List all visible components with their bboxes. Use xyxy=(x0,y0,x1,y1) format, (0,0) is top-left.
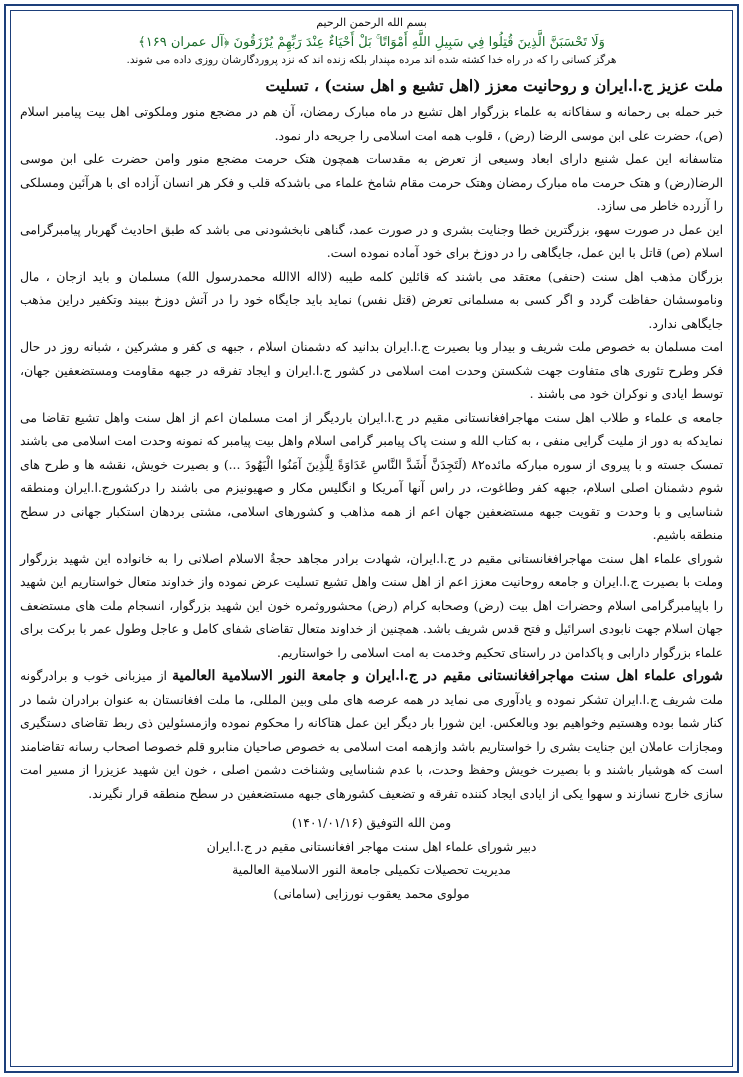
paragraph-3: این عمل در صورت سهو، بزرگترین خطا وجنایت بشری و در صورت عمد، گناهی نابخشودنی می باشد که طبق احادیث گهربار پیامبرگرامی اسلام (ص) قاتل با این عمل، جایگاهی را در دوزخ برای خود آماده نموده است. xyxy=(20,222,723,260)
council-name-bold: شورای علماء اهل سنت مهاجرافغانستانی مقیم در ج.ا.ایران و جامعة النور الاسلامیة العالمیة xyxy=(172,668,723,684)
document-title: ملت عزیز ج.ا.ایران و روحانیت معزز (اهل تشیع و اهل سنت) ، تسلیت xyxy=(265,76,723,95)
closing-tawfiq: ومن الله التوفیق (۱۴۰۱/۰۱/۱۶) xyxy=(291,816,452,830)
verse-text: وَلَا تَحْسَبَنَّ الَّذِينَ قُتِلُوا فِي سَبِيلِ اللَّهِ أَمْوَاتًا ۚ بَلْ أَحْيَاءٌ عِنْدَ رَبِّهِمْ يُرْزَقُونَ xyxy=(233,35,605,50)
closing-block xyxy=(20,812,723,906)
paragraph-2: متاسفانه این عمل شنیع دارای ابعاد وسیعی از تعرض به مقدسات همچون هتک حرمت مضجع منور وامن حضرت علی ابن موسی الرضا(رض) و هتک حرمت ماه مبارک رمضان وهتک حرمت مقام شامخ علماء می باشدکه قلب و فکر هر انسان آزاده ای با هرآئین ومسلکی را آزرده خاطر می سازد. xyxy=(20,152,723,213)
document-content xyxy=(20,14,723,1063)
paragraph-1: خبر حمله بی رحمانه و سفاکانه به علماء بزرگوار اهل تشیع در ماه مبارک رمضان، آن هم در مضجع منور وملکوتی اهل بیت پیامبر اسلام (ص)، حضرت علی ابن موسی الرضا (رض) ، قلوب همه امت اسلامی را جریحه دار نمود. xyxy=(20,105,723,143)
bismillah: بسم الله الرحمن الرحیم xyxy=(316,16,427,29)
closing-signatory-title: دبیر شورای علماء اهل سنت مهاجر افغانستانی مقیم در ج.ا.ایران xyxy=(206,839,537,854)
paragraph-7: شورای علماء اهل سنت مهاجرافغانستانی مقیم در ج.ا.ایران، شهادت برادر مجاهد حجةُ الاسلام اصلانی را به خانواده این شهید بزرگوار وملت با بصیرت ج.ا.ایران و جامعه روحانیت معزز اعم از اهل سنت واهل تشیع تسلیت عرض نموده واز خداوند متعال خواستاریم این شهید را باپیامبرگرامی اسلام وحضرات اهل بیت (رض) وصحابه کرام (رض) محشوروثمره خون این شهید بزرگوار، انسجام ملت های مستضعف جهان اسلام جهت نابودی اسرائیل و فتح قدس شریف باشد. همچنین از خداوند متعال تقاضای شفای کامل و عاجل وطول عمر با برکت برای علماء بزرگوار دارابی و پاکدامن در راستای تحکیم وخدمت به امت اسلامی را خواستاریم. xyxy=(20,551,723,660)
verse-translation: هرگز کسانی را که در راه خدا کشته شده اند مرده مپندار بلکه زنده اند که نزد پروردگارشان روزی داده می شوند. xyxy=(126,54,617,66)
paragraph-8 xyxy=(20,665,723,806)
document-page xyxy=(4,4,739,1073)
closing-signatory-name: مولوی محمد یعقوب نورزایی (سامانی) xyxy=(273,886,470,901)
closing-organization: مدیریت تحصیلات تکمیلی جامعة النور الاسلامیة العالمیة xyxy=(232,863,511,877)
verse-reference: ﴿آل عمران ۱۶۹﴾ xyxy=(138,35,230,50)
paragraph-5: امت مسلمان به خصوص ملت شریف و بیدار وبا بصیرت ج.ا.ایران بدانید که دشمنان اسلام ، جبهه ی کفر و مشرکین ، شبانه روز در حال فکر وطرح تئوری های متفاوت جهت شکستن وحدت امت اسلامی در کشور ج.ا.ایران و ایجاد تفرقه در جبهه مقاومت ومستضعفین جهان، توسط ایادی و نوکران خود می باشند . xyxy=(20,340,723,401)
paragraph-6: جامعه ی علماء و طلاب اهل سنت مهاجرافغانستانی مقیم در ج.ا.ایران باردیگر از امت مسلمان اعم از اهل سنت واهل تشیع تقاضا می نمایدکه به دور از ملیت گرایی منفی ، به کتاب الله و سنت پاک پیامبر گرامی اسلام واهل بیت پیامبر که نمونه وحدت امت اسلامی می باشند تمسک جسته و با پیروی از سوره مبارکه مائده۸۲ (لَتَجِدَنَّ أَشَدَّ النَّاسِ عَدَاوَةً لِلَّذِينَ آمَنُوا الْيَهُودَ ...) و بصیرت خویش، نقشه ها و طرح های شوم دشمنان اصلی اسلام، جبهه کفر وطاغوت، در راس آنها آمریکا و انگلیس مکار و صهیونیزم می باشند را درکشورج.ا.ایران ومنطقه شناسایی و با وحدت و تقویت جبهه مستضعفین جهان اعم از همه مذاهب و کشورهای اسلامی، مشتی بردهان استکبار جهانی در سطح منطقه باشیم. xyxy=(20,410,723,542)
quran-verse xyxy=(20,35,723,50)
paragraph-4: بزرگان مذهب اهل سنت (حنفی) معتقد می باشند که قائلین کلمه طیبه (لااله الاالله محمدرسول الله) مسلمان و باید ازجان ، مال وناموسشان حفاظت گردد و اگر کسی به مسلمانی تعرض (قتل نفس) نماید باید جایگاه خود را در آتش دوزخ ببیند وتکفیر دراین مذهب جایگاهی ندارد. xyxy=(20,269,723,331)
paragraph-8-text: از میزبانی خوب و برادرگونه ملت شریف ج.ا.ایران تشکر نموده و یادآوری می نماید در همه عرصه های ملی وبین المللی، ما ملت افغانستان به عنوان برادران شما در کنار شما بوده وهستیم وخواهیم بود وبالعکس. این شورا بار دیگر این عمل هتاکانه را محکوم نموده وازمسئولین ذی ربط تقاضای دستگیری ومجازات عاملان این جنایت بشری را خواستاریم باشد وازهمه امت اسلامی به خصوص صاحیان منابرو قلم خصوصا اصحاب رسانه تقاضامند است که هوشیار باشند و با بصیرت خویش وحفظ وحدت، با عدم شناسایی وشناخت دشمن اصلی ، خون این شهید عزیزرا از مسیر امت سازی خارج نسازند و سهوا یکی از ایادی ایجاد کننده تفرقه و تضعیف کشورهای جبهه مستضعفین در سطح منطقه قرار نگیرند. xyxy=(20,669,723,801)
